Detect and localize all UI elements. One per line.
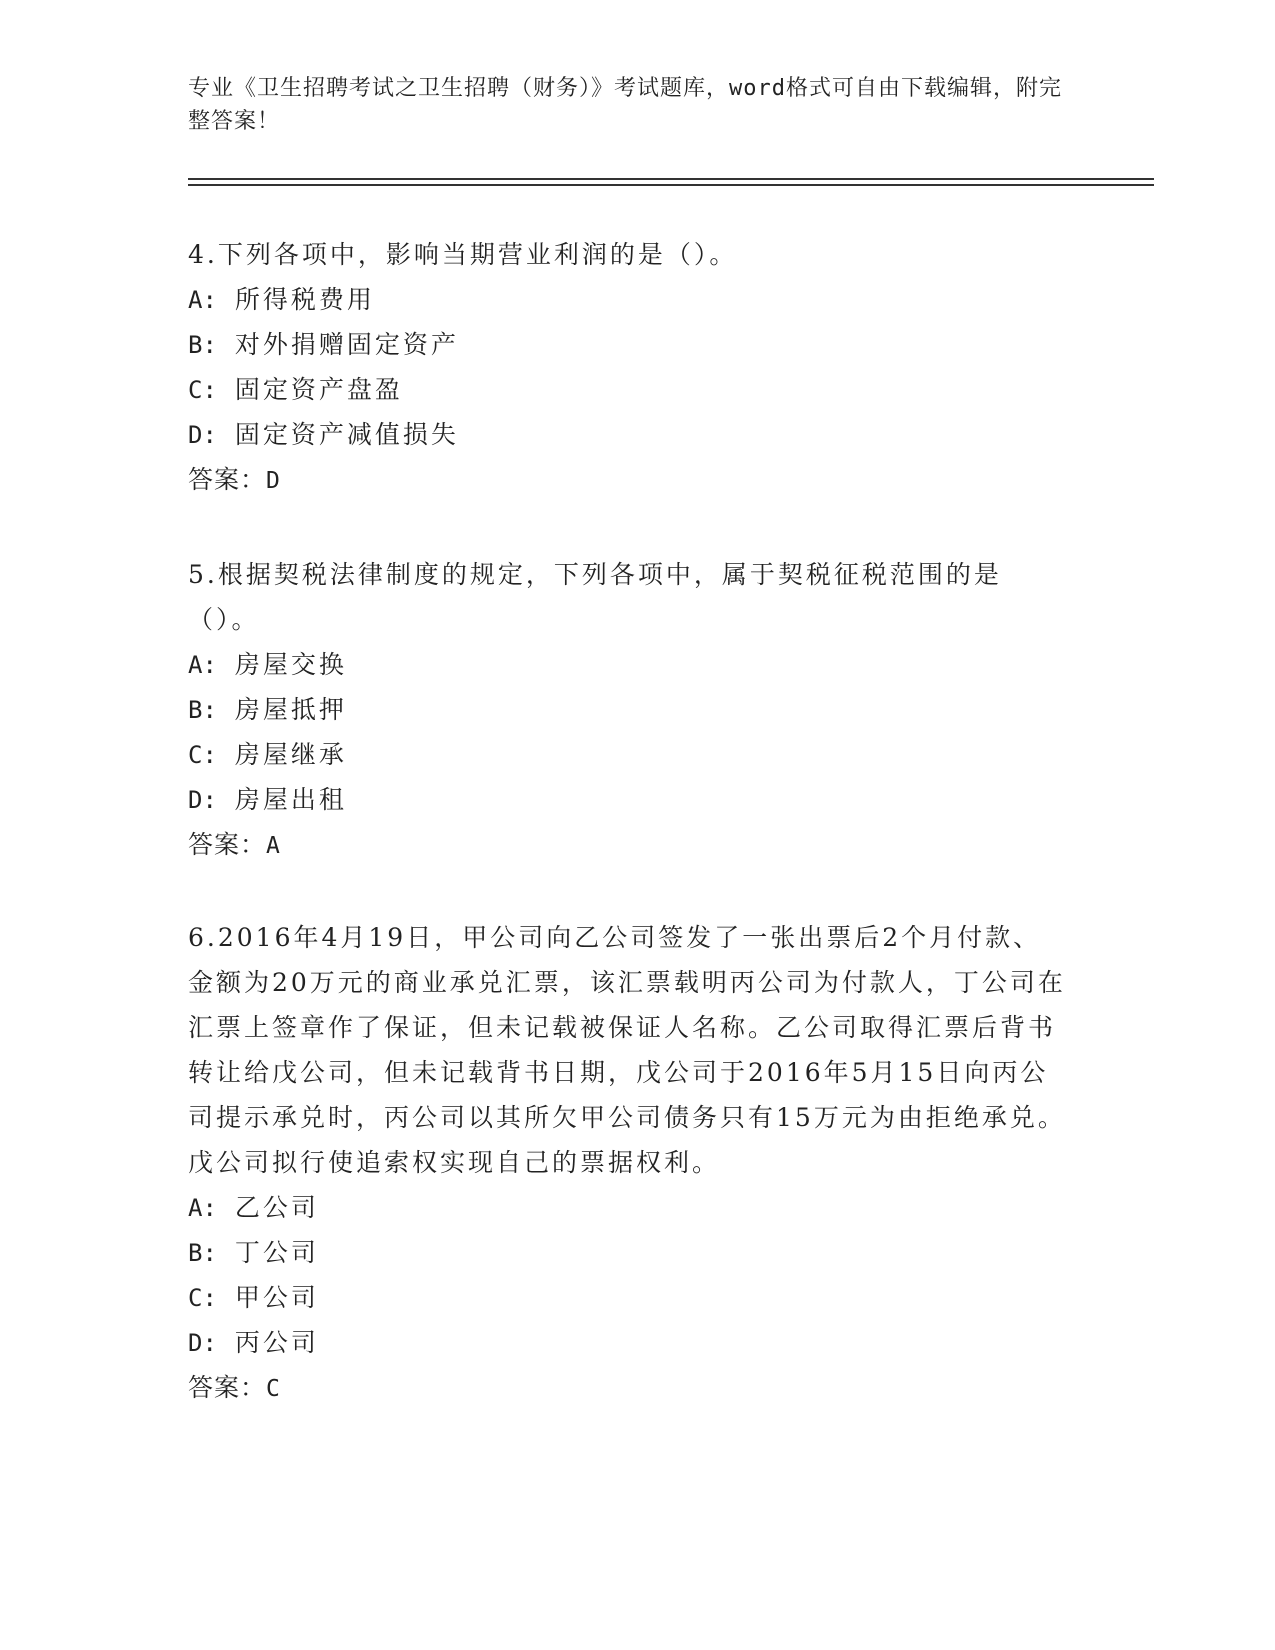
- option-text: 丙公司: [234, 1328, 319, 1357]
- option-text: 乙公司: [234, 1193, 319, 1222]
- option-text: 固定资产减值损失: [234, 420, 459, 449]
- option-letter: A: [188, 1194, 203, 1222]
- option-text: 甲公司: [234, 1283, 319, 1312]
- option-text: 固定资产盘盈: [234, 375, 403, 404]
- option-letter: A: [188, 286, 203, 314]
- option-d: D: 丙公司: [188, 1320, 1068, 1365]
- answer-label: 答案：: [188, 1373, 267, 1402]
- header-divider-bottom: [188, 184, 1154, 186]
- option-text: 房屋交换: [234, 650, 347, 679]
- option-d: D: 房屋出租: [188, 777, 1068, 822]
- option-b: B: 丁公司: [188, 1230, 1068, 1275]
- answer-value: D: [266, 468, 281, 494]
- answer-line: [188, 1365, 1068, 1410]
- question-6: [188, 915, 1068, 1410]
- option-letter: B: [188, 331, 203, 359]
- option-letter: B: [188, 1239, 203, 1267]
- question-stem: 4.下列各项中，影响当期营业利润的是（）。: [188, 240, 738, 269]
- option-b: B: 房屋抵押: [188, 687, 1068, 732]
- option-text: 对外捐赠固定资产: [234, 330, 459, 359]
- answer-line: [188, 457, 1068, 502]
- option-text: 丁公司: [234, 1238, 319, 1267]
- option-text: 房屋出租: [234, 785, 347, 814]
- answer-value: C: [266, 1376, 281, 1402]
- option-text: 所得税费用: [234, 285, 375, 314]
- option-letter: D: [188, 1329, 203, 1357]
- answer-line: [188, 822, 1068, 867]
- option-letter: B: [188, 696, 203, 724]
- option-letter: D: [188, 786, 203, 814]
- answer-label: 答案：: [188, 830, 267, 859]
- answer-label: 答案：: [188, 465, 267, 494]
- option-a: A: 房屋交换: [188, 642, 1068, 687]
- option-c: C: 甲公司: [188, 1275, 1068, 1320]
- question-5: [188, 552, 1068, 867]
- option-letter: C: [188, 376, 203, 404]
- option-d: D: 固定资产减值损失: [188, 412, 1068, 457]
- option-letter: A: [188, 651, 203, 679]
- option-b: B: 对外捐赠固定资产: [188, 322, 1068, 367]
- question-stem: 6.2016年4月19日，甲公司向乙公司签发了一张出票后2个月付款、金额为20万元的商业承兑汇票，该汇票载明丙公司为付款人，丁公司在汇票上签章作了保证，但未记载被保证人名称。乙公司取得汇票后背书转让给戊公司，但未记载背书日期，戊公司于2016年5月15日向丙公司提示承兑时，丙公司以其所欠甲公司债务只有15万元为由拒绝承兑。戊公司拟行使追索权实现自己的票据权利。: [188, 923, 1066, 1177]
- header-divider-top: [188, 178, 1154, 180]
- option-a: A: 乙公司: [188, 1185, 1068, 1230]
- option-a: A: 所得税费用: [188, 277, 1068, 322]
- answer-value: A: [266, 833, 281, 859]
- option-text: 房屋继承: [234, 740, 347, 769]
- document-header: 专业《卫生招聘考试之卫生招聘（财务）》考试题库，word格式可自由下载编辑，附完整答案！: [188, 76, 1062, 134]
- option-letter: C: [188, 741, 203, 769]
- question-stem: 5.根据契税法律制度的规定，下列各项中，属于契税征税范围的是（）。: [188, 560, 1002, 634]
- option-letter: C: [188, 1284, 203, 1312]
- option-text: 房屋抵押: [234, 695, 347, 724]
- option-c: C: 固定资产盘盈: [188, 367, 1068, 412]
- option-c: C: 房屋继承: [188, 732, 1068, 777]
- question-4: [188, 232, 1068, 502]
- option-letter: D: [188, 421, 203, 449]
